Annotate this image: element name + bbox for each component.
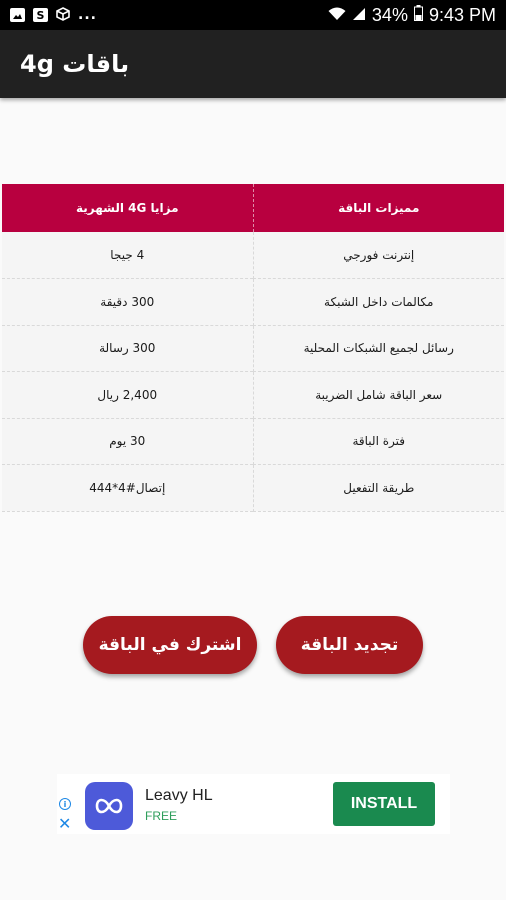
cube-notification-icon (56, 6, 70, 25)
table-row (2, 418, 504, 465)
row-label: مكالمات داخل الشبكة (253, 279, 504, 326)
ad-info-icon[interactable]: i (59, 798, 71, 810)
row-label: إنترنت فورجي (253, 232, 504, 279)
status-left (10, 6, 97, 25)
row-value: 2,400 ريال (2, 372, 253, 419)
row-label: سعر الباقة شامل الضريبة (253, 372, 504, 419)
app-notification-icon: S (33, 8, 48, 22)
row-value: 4 جيجا (2, 232, 253, 279)
table-row (2, 279, 504, 326)
app-bar (0, 30, 506, 98)
ad-close-icon[interactable]: ✕ (58, 814, 72, 833)
ad-app-icon[interactable] (85, 782, 133, 830)
header-monthly-benefits: مزايا 4G الشهرية (2, 184, 253, 232)
signal-icon (352, 5, 366, 26)
subscribe-package-button[interactable]: اشترك في الباقة (83, 616, 257, 674)
table-row (2, 465, 504, 512)
row-label: طريقة التفعيل (253, 465, 504, 512)
table-row (2, 232, 504, 279)
status-right (328, 5, 496, 26)
row-value: 300 رسالة (2, 325, 253, 372)
gallery-notification-icon (10, 8, 25, 22)
package-table (2, 184, 504, 512)
row-value: 30 يوم (2, 418, 253, 465)
ad-app-price: FREE (145, 809, 178, 823)
row-value: 300 دقيقة (2, 279, 253, 326)
clock: 9:43 PM (428, 4, 496, 25)
header-features: مميزات الباقة (253, 184, 504, 232)
table-row (2, 372, 504, 419)
battery-icon (414, 5, 423, 26)
ad-install-button[interactable]: INSTALL (333, 782, 435, 826)
status-bar (0, 0, 506, 30)
row-label: فترة الباقة (253, 418, 504, 465)
app-title: باقات 4g (20, 50, 130, 78)
renew-package-button[interactable]: تجديد الباقة (276, 616, 423, 674)
ad-banner[interactable] (57, 774, 450, 834)
table-header-row (2, 184, 504, 232)
ad-app-name[interactable]: Leavy HL (145, 787, 213, 804)
row-value: إتصال#4*444 (2, 465, 253, 512)
more-notifications: ... (78, 7, 97, 23)
battery-percent: 34% (371, 4, 408, 25)
table-row (2, 325, 504, 372)
row-label: رسائل لجميع الشبكات المحلية (253, 325, 504, 372)
wifi-icon (328, 5, 346, 26)
